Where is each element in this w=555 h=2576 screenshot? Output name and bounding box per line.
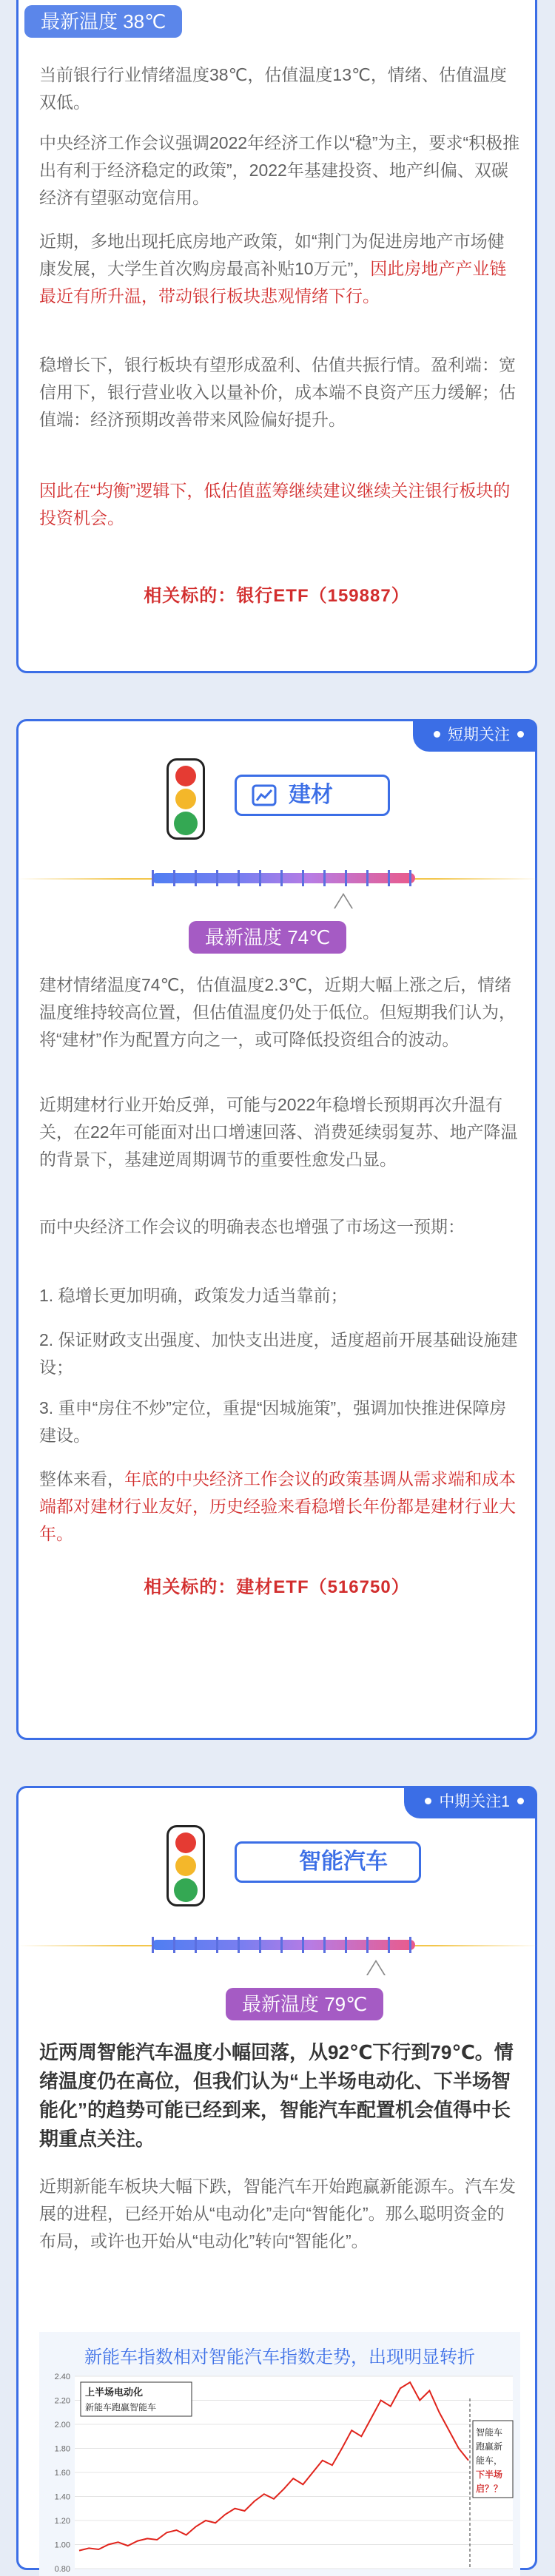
paragraph: 而中央经济工作会议的明确表态也增强了市场这一预期：	[39, 1217, 465, 1236]
focus-tag	[413, 719, 537, 752]
scale-tick	[366, 1937, 369, 1953]
scale-tick	[280, 1937, 283, 1953]
paragraph-text: 整体来看，	[39, 1469, 124, 1488]
paragraph	[39, 1466, 520, 1548]
scale-tick	[259, 1937, 261, 1953]
temperature-badge: 最新温度 38℃	[24, 5, 182, 38]
dot-icon	[517, 1798, 524, 1804]
highlight-text: 因此房地产产业链最近有所升温，带动银行板块悲观情绪下行。	[39, 259, 507, 306]
scale-tick	[323, 870, 326, 886]
list-item: 3. 重申“房住不炒”定位，重提“因城施策”，强调加快推进保障房建设。	[39, 1398, 507, 1445]
annotation-text: 智能车	[476, 2427, 503, 2438]
smart-car-card	[16, 1786, 537, 2574]
annotation-text: 新能车跑赢智能车	[85, 2402, 157, 2413]
scale-tick	[345, 1937, 347, 1953]
scale-tick	[238, 870, 240, 886]
list-item: 2. 保证财政支出强度、加快支出进度，适度超前开展基础设施建设；	[39, 1330, 518, 1377]
scale-tick	[409, 1937, 411, 1953]
scale-tick	[259, 870, 261, 886]
scale-tick	[216, 1937, 218, 1953]
traffic-light-icon	[166, 758, 205, 840]
y-tick-label: 1.60	[54, 2469, 70, 2478]
temperature-bar	[152, 873, 415, 883]
dot-icon	[434, 731, 440, 738]
scale-tick	[388, 870, 390, 886]
y-tick-label: 2.20	[54, 2396, 70, 2406]
dot-icon	[425, 1798, 431, 1804]
annotation-text: 跑赢新	[476, 2441, 503, 2452]
paragraph: 近期建材行业开始反弹，可能与2022年稳增长预期再次升温有关，在22年可能面对出口增速回落、消费延续弱复苏、地产降温的背景下，基建逆周期调节的重要性愈发凸显。	[39, 1095, 518, 1169]
y-tick-label: 1.40	[54, 2492, 70, 2502]
scale-tick	[238, 1937, 240, 1953]
y-tick-label: 1.00	[54, 2540, 70, 2550]
scale-tick	[345, 870, 347, 886]
scale-tick	[173, 870, 175, 886]
tag-label: 短期关注	[448, 726, 510, 744]
highlight-paragraph: 因此在“均衡”逻辑下，低估值蓝筹继续建议继续关注银行板块的投资机会。	[39, 481, 511, 527]
y-tick-label: 1.20	[54, 2517, 70, 2526]
scale-tick	[302, 1937, 304, 1953]
y-tick-label: 2.00	[54, 2421, 70, 2430]
temperature-badge: 最新温度 79℃	[226, 1988, 383, 2020]
line-chart	[39, 2369, 520, 2576]
related-etf[interactable]: 相关标的：建材ETF（516750）	[144, 1577, 410, 1597]
paragraph-text: 近期，多地出现托底房地产政策，如“荆门为促进房地产市场健康发展，大学生首次购房最高补贴10万元”，	[39, 232, 505, 278]
paragraph	[39, 228, 520, 310]
paragraph: 近期新能车板块大幅下跌，智能汽车开始跑赢新能源车。汽车发展的进程，已经开始从“电动化”走向“智能化”。那么聪明资金的布局，或许也开始从“电动化”转向“智能化”。	[39, 2177, 516, 2250]
chart-title: 新能车指数相对智能汽车指数走势，出现明显转折	[84, 2347, 475, 2367]
list-item: 1. 稳增长更加明确，政策发力适当靠前；	[39, 1286, 348, 1305]
sector-label	[235, 1841, 421, 1883]
y-tick-label: 2.40	[54, 2373, 70, 2381]
temperature-bar	[152, 1940, 415, 1950]
traffic-light-icon	[166, 1825, 205, 1906]
scale-tick	[280, 870, 283, 886]
lead-paragraph: 近两周智能汽车温度小幅回落，从92℃下行到79℃。情绪温度仍在高位，但我们认为“上半场电动化、下半场智能化”的趋势可能已经到来，智能汽车配置机会值得中长期重点关注。	[39, 2041, 514, 2150]
annotation-text: 能车，	[476, 2455, 503, 2466]
scale-tick	[366, 870, 369, 886]
scale-tick	[195, 870, 197, 886]
y-tick-label: 1.80	[54, 2444, 70, 2454]
scale-tick	[152, 870, 154, 886]
scale-tick	[152, 1937, 154, 1953]
chart-trend-icon	[252, 784, 277, 806]
temperature-badge: 最新温度 74℃	[189, 921, 346, 954]
focus-tag	[404, 1786, 537, 1818]
bank-sector-card	[16, 0, 537, 673]
relative-index-chart	[39, 2332, 520, 2576]
temperature-pointer-fill	[368, 1962, 384, 1975]
paragraph: 建材情绪温度74℃，估值温度2.3℃，近期大幅上涨之后，情绪温度维持较高位置，但估值温度仍处于低位。但短期我们认为，将“建材”作为配置方向之一，或可降低投资组合的波动。	[39, 975, 516, 1049]
sector-label	[235, 775, 390, 816]
related-etf[interactable]: 相关标的：银行ETF（159887）	[144, 586, 410, 606]
sector-name: 智能汽车	[299, 1850, 388, 1874]
scale-tick	[216, 870, 218, 886]
highlight-text: 年底的中央经济工作会议的政策基调从需求端和成本端都对建材行业友好，历史经验来看稳增长年份都是建材行业大年。	[39, 1469, 516, 1543]
sector-name: 建材	[289, 783, 333, 807]
scale-tick	[173, 1937, 175, 1953]
building-materials-card	[16, 719, 537, 1740]
annotation-text: 启？？	[476, 2484, 503, 2494]
temperature-pointer-fill	[335, 895, 352, 908]
scale-tick	[388, 1937, 390, 1953]
paragraph: 当前银行行业情绪温度38℃，估值温度13℃，情绪、估值温度双低。	[39, 65, 507, 112]
annotation-text: 下半场	[476, 2469, 503, 2480]
scale-tick	[323, 1937, 326, 1953]
tag-label: 中期关注1	[439, 1793, 510, 1810]
scale-tick	[302, 870, 304, 886]
scale-tick	[409, 870, 411, 886]
paragraph: 稳增长下，银行板块有望形成盈利、估值共振行情。盈利端：宽信用下，银行营业收入以量补价，成本端不良资产压力缓解；估值端：经济预期改善带来风险偏好提升。	[39, 355, 516, 429]
scale-tick	[195, 1937, 197, 1953]
dot-icon	[517, 731, 524, 738]
paragraph: 中央经济工作会议强调2022年经济工作以“稳”为主，要求“积极推出有利于经济稳定的政策”，2022年基建投资、地产纠偏、双碳经济有望驱动宽信用。	[39, 133, 520, 207]
y-tick-label: 0.80	[54, 2565, 70, 2574]
annotation-text: 上半场电动化	[85, 2387, 144, 2398]
